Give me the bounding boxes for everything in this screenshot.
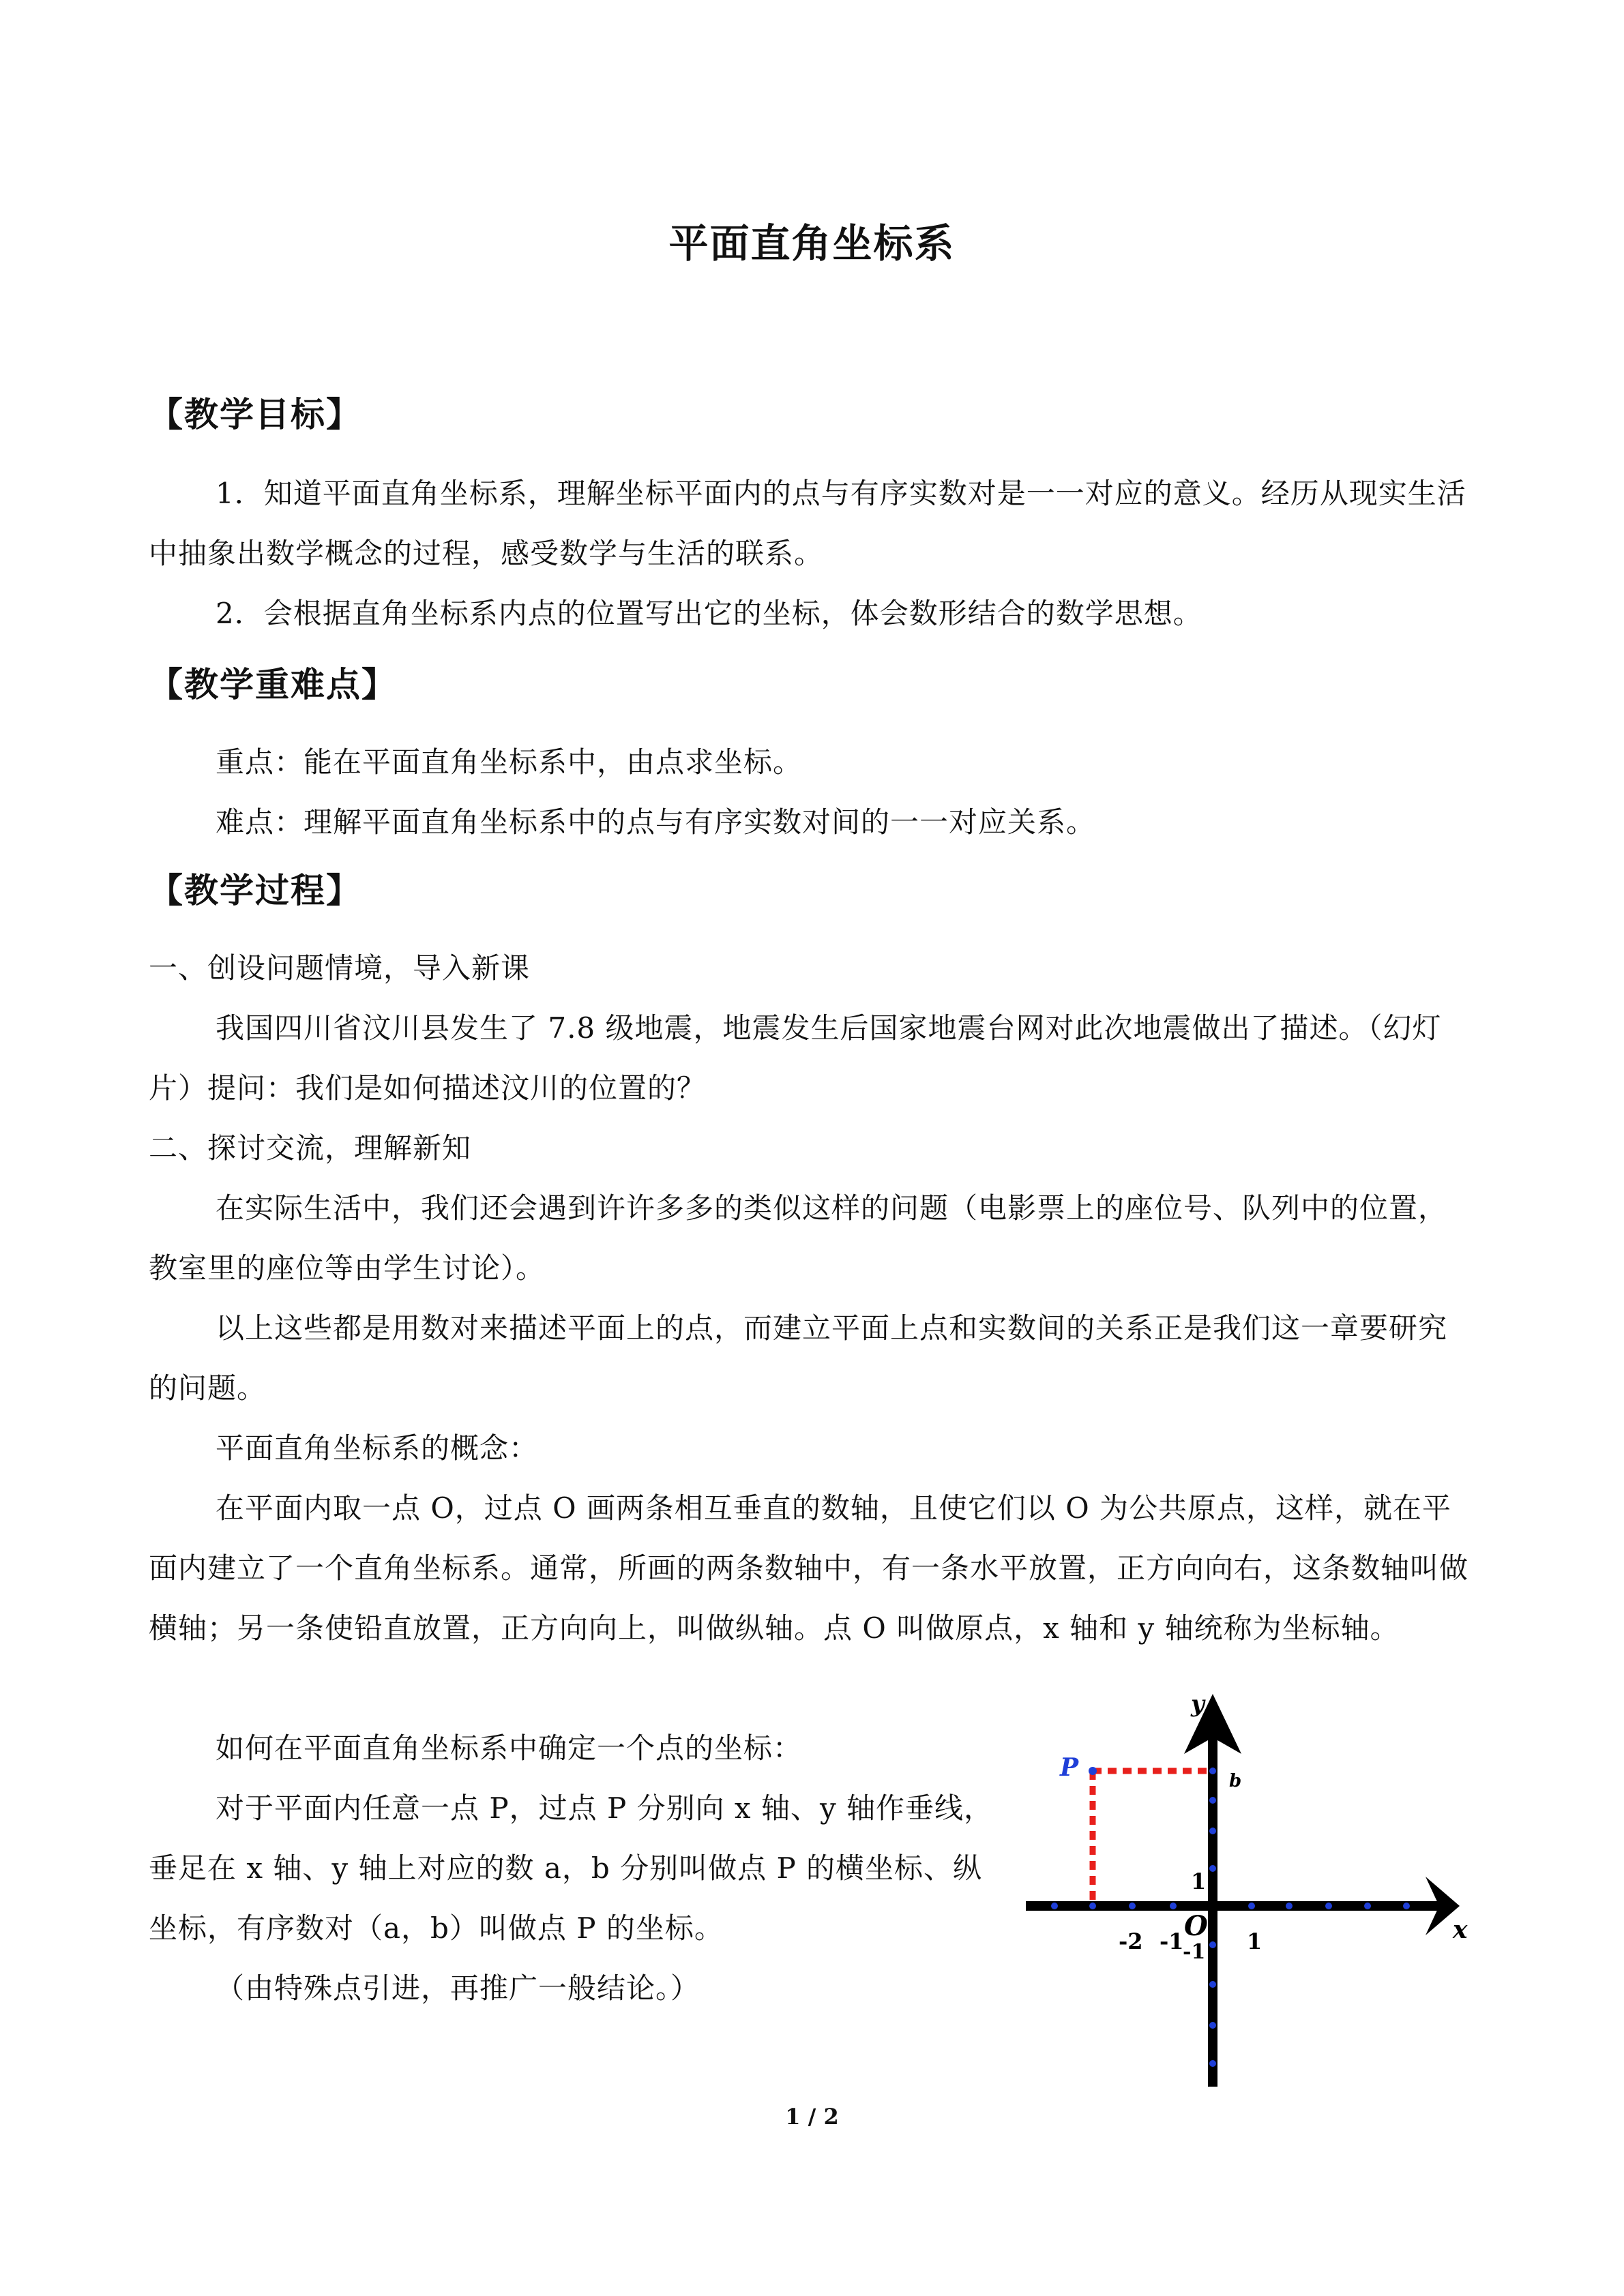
tick-dot <box>1209 1797 1216 1804</box>
process-step1-title: 一、创设问题情境，导入新课 <box>149 951 531 985</box>
section-heading-process: 【教学过程】 <box>149 870 361 910</box>
process-step2-paragraph-1: 在实际生活中，我们还会遇到许许多多的类似这样的问题（电影票上的座位号、队列中的位置，教室里的座位等由学生讨论）。 <box>149 1191 1448 1285</box>
tick-dot <box>1286 1903 1293 1909</box>
point-p-dot <box>1089 1767 1097 1775</box>
page-title: 平面直角坐标系 <box>668 220 956 267</box>
process-step1-paragraph: 我国四川省汶川县发生了 7.8 级地震，地震发生后国家地震台网对此次地震做出了描述。（幻灯片）提问：我们是如何描述汶川的位置的？ <box>149 1011 1442 1105</box>
tick-dot <box>1248 1903 1255 1909</box>
y-tick-label-neg1: -1 <box>1183 1940 1206 1964</box>
tick-dot <box>1325 1903 1332 1909</box>
concept-label: 平面直角坐标系的概念： <box>216 1431 539 1465</box>
x-tick-label-neg2: -2 <box>1119 1928 1143 1954</box>
tick-dots <box>1051 1768 1410 2067</box>
tick-dot <box>1209 1941 1216 1948</box>
how-to-definition: 对于平面内任意一点 P，过点 P 分别向 x 轴、y 轴作垂线，垂足在 x 轴、y 轴上对应的数 a，b 分别叫做点 P 的横坐标、纵坐标，有序数对（a，b）叫做点 P 的坐标。 <box>149 1791 994 1945</box>
x-tick-label-1: 1 <box>1247 1928 1263 1954</box>
x-tick-label-neg1: -1 <box>1160 1928 1184 1954</box>
process-step2-paragraph-2: 以上这些都是用数对来描述平面上的点，而建立平面上点和实数间的关系正是我们这一章要研究的问题。 <box>149 1311 1448 1405</box>
key-point-focus: 重点：能在平面直角坐标系中，由点求坐标。 <box>216 745 803 779</box>
y-axis-label: y <box>1191 1690 1205 1718</box>
section-heading-key-points: 【教学重难点】 <box>149 664 397 704</box>
tick-dot <box>1209 2060 1216 2067</box>
tick-dot <box>1051 1903 1058 1909</box>
y-tick-label-1: 1 <box>1191 1868 1207 1894</box>
process-step2-title: 二、探讨交流，理解新知 <box>149 1131 472 1165</box>
tick-dot <box>1209 1768 1216 1774</box>
tick-dot <box>1209 2022 1216 2029</box>
goal-item-1: 1．知道平面直角坐标系，理解坐标平面内的点与有序实数对是一一对应的意义。经历从现实生活中抽象出数学概念的过程，感受数学与生活的联系。 <box>149 477 1466 570</box>
origin-label: O <box>1184 1910 1208 1942</box>
tick-dot <box>1170 1903 1177 1909</box>
concept-definition: 在平面内取一点 O，过点 O 画两条相互垂直的数轴，且使它们以 O 为公共原点，这样，就在平面内建立了一个直角坐标系。通常，所画的两条数轴中，有一条水平放置，正方向向右，这条数轴叫做横轴；另一条使铅直放置，正方向向上，叫做纵轴。点 O 叫做原点，x 轴和 y 轴统称为坐标轴。 <box>149 1491 1469 1645</box>
page-number: 1 / 2 <box>785 2104 839 2130</box>
x-axis-label: x <box>1453 1915 1468 1944</box>
key-point-difficulty: 难点：理解平面直角坐标系中的点与有序实数对间的一一对应关系。 <box>216 805 1096 839</box>
teaching-note: （由特殊点引进，再推广一般结论。） <box>216 1971 700 2005</box>
b-label: b <box>1229 1771 1242 1791</box>
tick-dot <box>1209 1828 1216 1834</box>
tick-dot <box>1403 1903 1410 1909</box>
tick-dot <box>1364 1903 1371 1909</box>
tick-dot <box>1209 1865 1216 1872</box>
tick-dot <box>1209 1981 1216 1988</box>
point-p-label: P <box>1060 1753 1079 1782</box>
coordinate-system-figure <box>1016 1684 1480 2093</box>
tick-dot <box>1129 1903 1136 1909</box>
section-heading-goals: 【教学目标】 <box>149 394 361 434</box>
goal-item-2: 2．会根据直角坐标系内点的位置写出它的坐标，体会数形结合的数学思想。 <box>216 597 1202 630</box>
how-to-label: 如何在平面直角坐标系中确定一个点的坐标： <box>216 1731 803 1765</box>
tick-dot <box>1089 1903 1096 1909</box>
